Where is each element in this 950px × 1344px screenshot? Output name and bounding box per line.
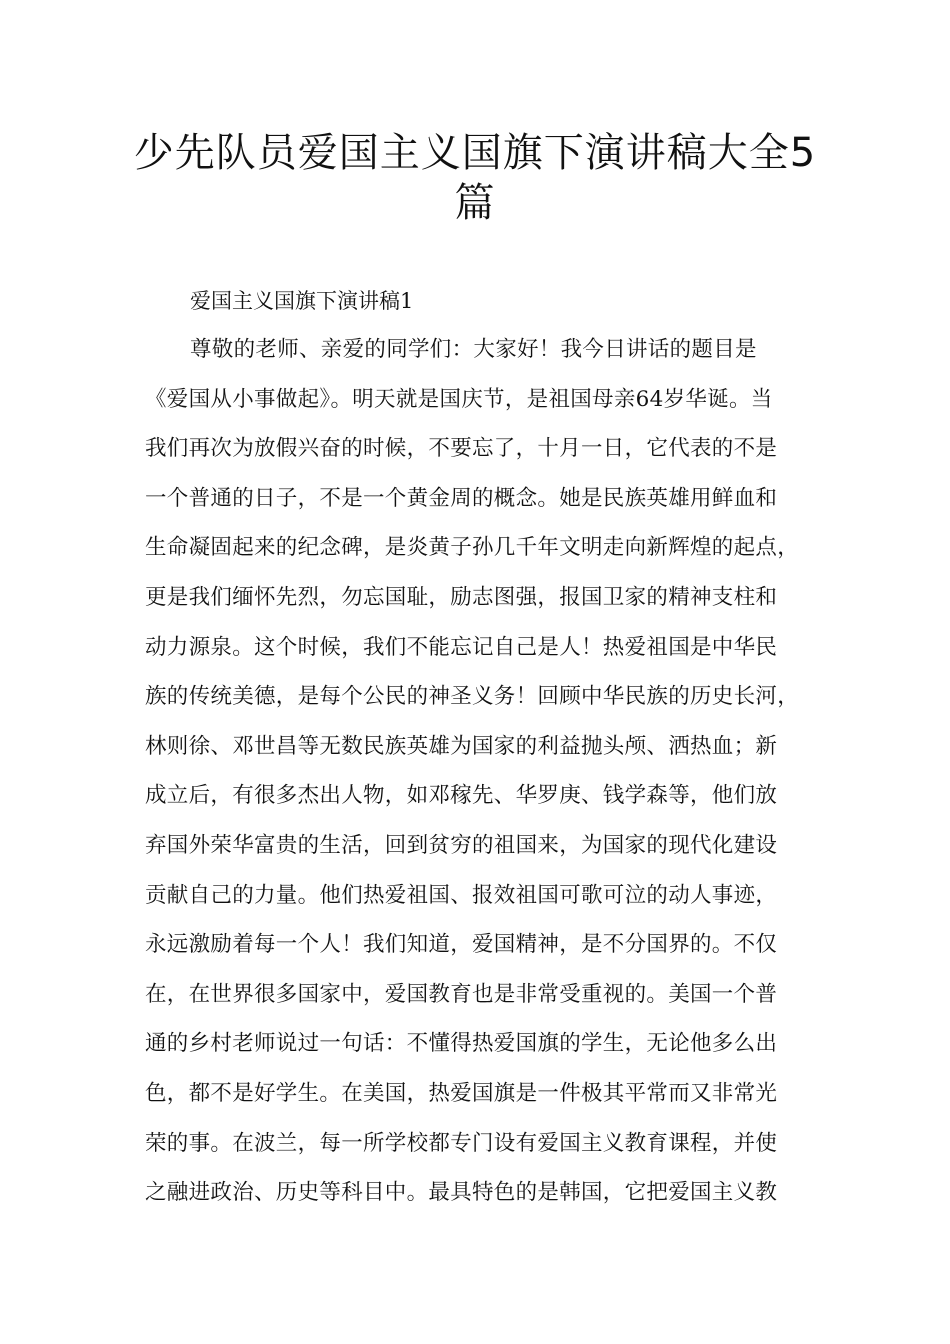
- section-heading: 爱国主义国旗下演讲稿1: [190, 289, 414, 313]
- paragraph-line: 通的乡村老师说过一句话：不懂得热爱国旗的学生，无论他多么出: [145, 1031, 778, 1057]
- document-title: [120, 128, 830, 228]
- paragraph-line: 族的传统美德，是每个公民的神圣义务！回顾中华民族的历史长河，: [145, 684, 800, 710]
- title-line-2: 篇: [454, 180, 496, 226]
- body-paragraph: [145, 335, 835, 1228]
- paragraph-line: 尊敬的老师、亲爱的同学们：大家好！我今日讲话的题目是: [190, 337, 757, 362]
- paragraph-line: 更是我们缅怀先烈，勿忘国耻，励志图强，报国卫家的精神支柱和: [145, 584, 778, 610]
- paragraph-line: 弃国外荣华富贵的生活，回到贫穷的祖国来，为国家的现代化建设: [145, 832, 778, 858]
- paragraph-line: 动力源泉。这个时候，我们不能忘记自己是人！热爱祖国是中华民: [145, 634, 778, 660]
- paragraph-line: 一个普通的日子，不是一个黄金周的概念。她是民族英雄用鲜血和: [145, 485, 778, 511]
- paragraph-line: 林则徐、邓世昌等无数民族英雄为国家的利益抛头颅、洒热血；新: [145, 733, 778, 759]
- paragraph-line: 在，在世界很多国家中，爱国教育也是非常受重视的。美国一个普: [145, 981, 778, 1007]
- paragraph-line: 贡献自己的力量。他们热爱祖国、报效祖国可歌可泣的动人事迹，: [145, 882, 778, 908]
- paragraph-line: 成立后，有很多杰出人物，如邓稼先、华罗庚、钱学森等，他们放: [145, 783, 778, 809]
- paragraph-line: 之融进政治、历史等科目中。最具特色的是韩国，它把爱国主义教: [145, 1180, 778, 1206]
- paragraph-line: 我们再次为放假兴奋的时候，不要忘了，十月一日，它代表的不是: [145, 436, 778, 462]
- paragraph-line: 《爱国从小事做起》。明天就是国庆节，是祖国母亲64岁华诞。当: [145, 386, 773, 412]
- paragraph-line: 永远激励着每一个人！我们知道，爱国精神，是不分国界的。不仅: [145, 932, 778, 958]
- paragraph-line: 荣的事。在波兰，每一所学校都专门设有爱国主义教育课程，并使: [145, 1130, 778, 1156]
- paragraph-line: 色，都不是好学生。在美国，热爱国旗是一件极其平常而又非常光: [145, 1080, 778, 1106]
- title-line-1: 少先队员爱国主义国旗下演讲稿大全5: [133, 130, 817, 176]
- paragraph-line: 生命凝固起来的纪念碑，是炎黄子孙几千年文明走向新辉煌的起点，: [145, 535, 800, 561]
